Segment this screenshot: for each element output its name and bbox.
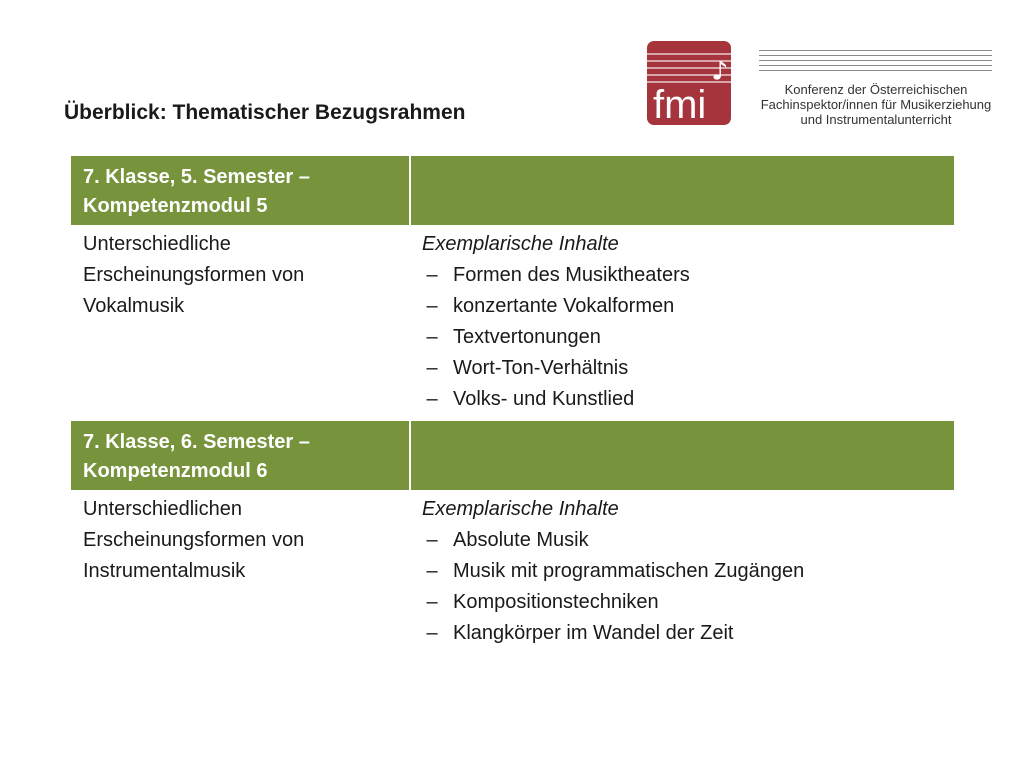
page-title: Überblick: Thematischer Bezugsrahmen (64, 101, 466, 124)
content-subheading: Exemplarische Inhalte (422, 233, 619, 255)
list-item (422, 384, 942, 415)
list-item (422, 587, 942, 618)
list-item-text: Klangkörper im Wandel der Zeit (453, 622, 734, 644)
svg-text:fmi: fmi (653, 83, 707, 125)
dash-bullet-icon: – (426, 388, 438, 410)
list-item (422, 525, 942, 556)
topic-line: Erscheinungsformen von (83, 529, 305, 551)
list-item (422, 556, 942, 587)
list-item-text: Musik mit programmatischen Zugängen (453, 560, 805, 582)
list-item (422, 353, 942, 384)
fmi-logo-mark (647, 41, 731, 125)
list-item (422, 260, 942, 291)
content-list (422, 260, 942, 415)
section-header-row (71, 156, 954, 225)
list-item-text: Textvertonungen (453, 326, 601, 348)
topic-cell (71, 225, 410, 421)
section-header-cell (71, 156, 410, 225)
logo-staff-lines (759, 50, 992, 75)
content-list (422, 525, 942, 649)
section-header-cell (71, 421, 410, 490)
section-content-row (71, 490, 954, 655)
list-item (422, 618, 942, 649)
fmi-logo (647, 41, 731, 125)
list-item (422, 322, 942, 353)
list-item-text: Wort-Ton-Verhältnis (453, 357, 629, 379)
topic-line: Vokalmusik (83, 295, 185, 317)
header-line: Kompetenzmodul 5 (83, 195, 268, 217)
section-header-row (71, 421, 954, 490)
org-line: Fachinspektor/innen für Musikerziehung (760, 97, 992, 112)
content-subheading: Exemplarische Inhalte (422, 498, 619, 520)
section-header-empty-cell (410, 421, 954, 490)
header-line: Kompetenzmodul 6 (83, 460, 268, 482)
list-item-text: Volks- und Kunstlied (453, 388, 635, 410)
org-line: und Instrumentalunterricht (800, 112, 952, 127)
dash-bullet-icon: – (426, 622, 438, 644)
list-item-text: Formen des Musiktheaters (453, 264, 690, 286)
list-item (422, 291, 942, 322)
org-line: Konferenz der Österreichischen (784, 82, 968, 97)
content-cell (410, 490, 954, 655)
header-line: 7. Klasse, 6. Semester – (83, 431, 310, 453)
dash-bullet-icon: – (426, 357, 438, 379)
header-line: 7. Klasse, 5. Semester – (83, 166, 310, 188)
list-item-text: Kompositionstechniken (453, 591, 659, 613)
list-item-text: konzertante Vokalformen (453, 295, 675, 317)
content-cell (410, 225, 954, 421)
section-header-empty-cell (410, 156, 954, 225)
topic-line: Unterschiedliche (83, 233, 231, 255)
topic-line: Erscheinungsformen von (83, 264, 305, 286)
dash-bullet-icon: – (426, 560, 438, 582)
dash-bullet-icon: – (426, 326, 438, 348)
topic-line: Instrumentalmusik (83, 560, 246, 582)
organization-name (756, 82, 996, 127)
competency-table (71, 156, 954, 655)
list-item-text: Absolute Musik (453, 529, 589, 551)
dash-bullet-icon: – (426, 295, 438, 317)
dash-bullet-icon: – (426, 264, 438, 286)
section-content-row (71, 225, 954, 421)
topic-line: Unterschiedlichen (83, 498, 242, 520)
dash-bullet-icon: – (426, 591, 438, 613)
topic-cell (71, 490, 410, 655)
dash-bullet-icon: – (426, 529, 438, 551)
